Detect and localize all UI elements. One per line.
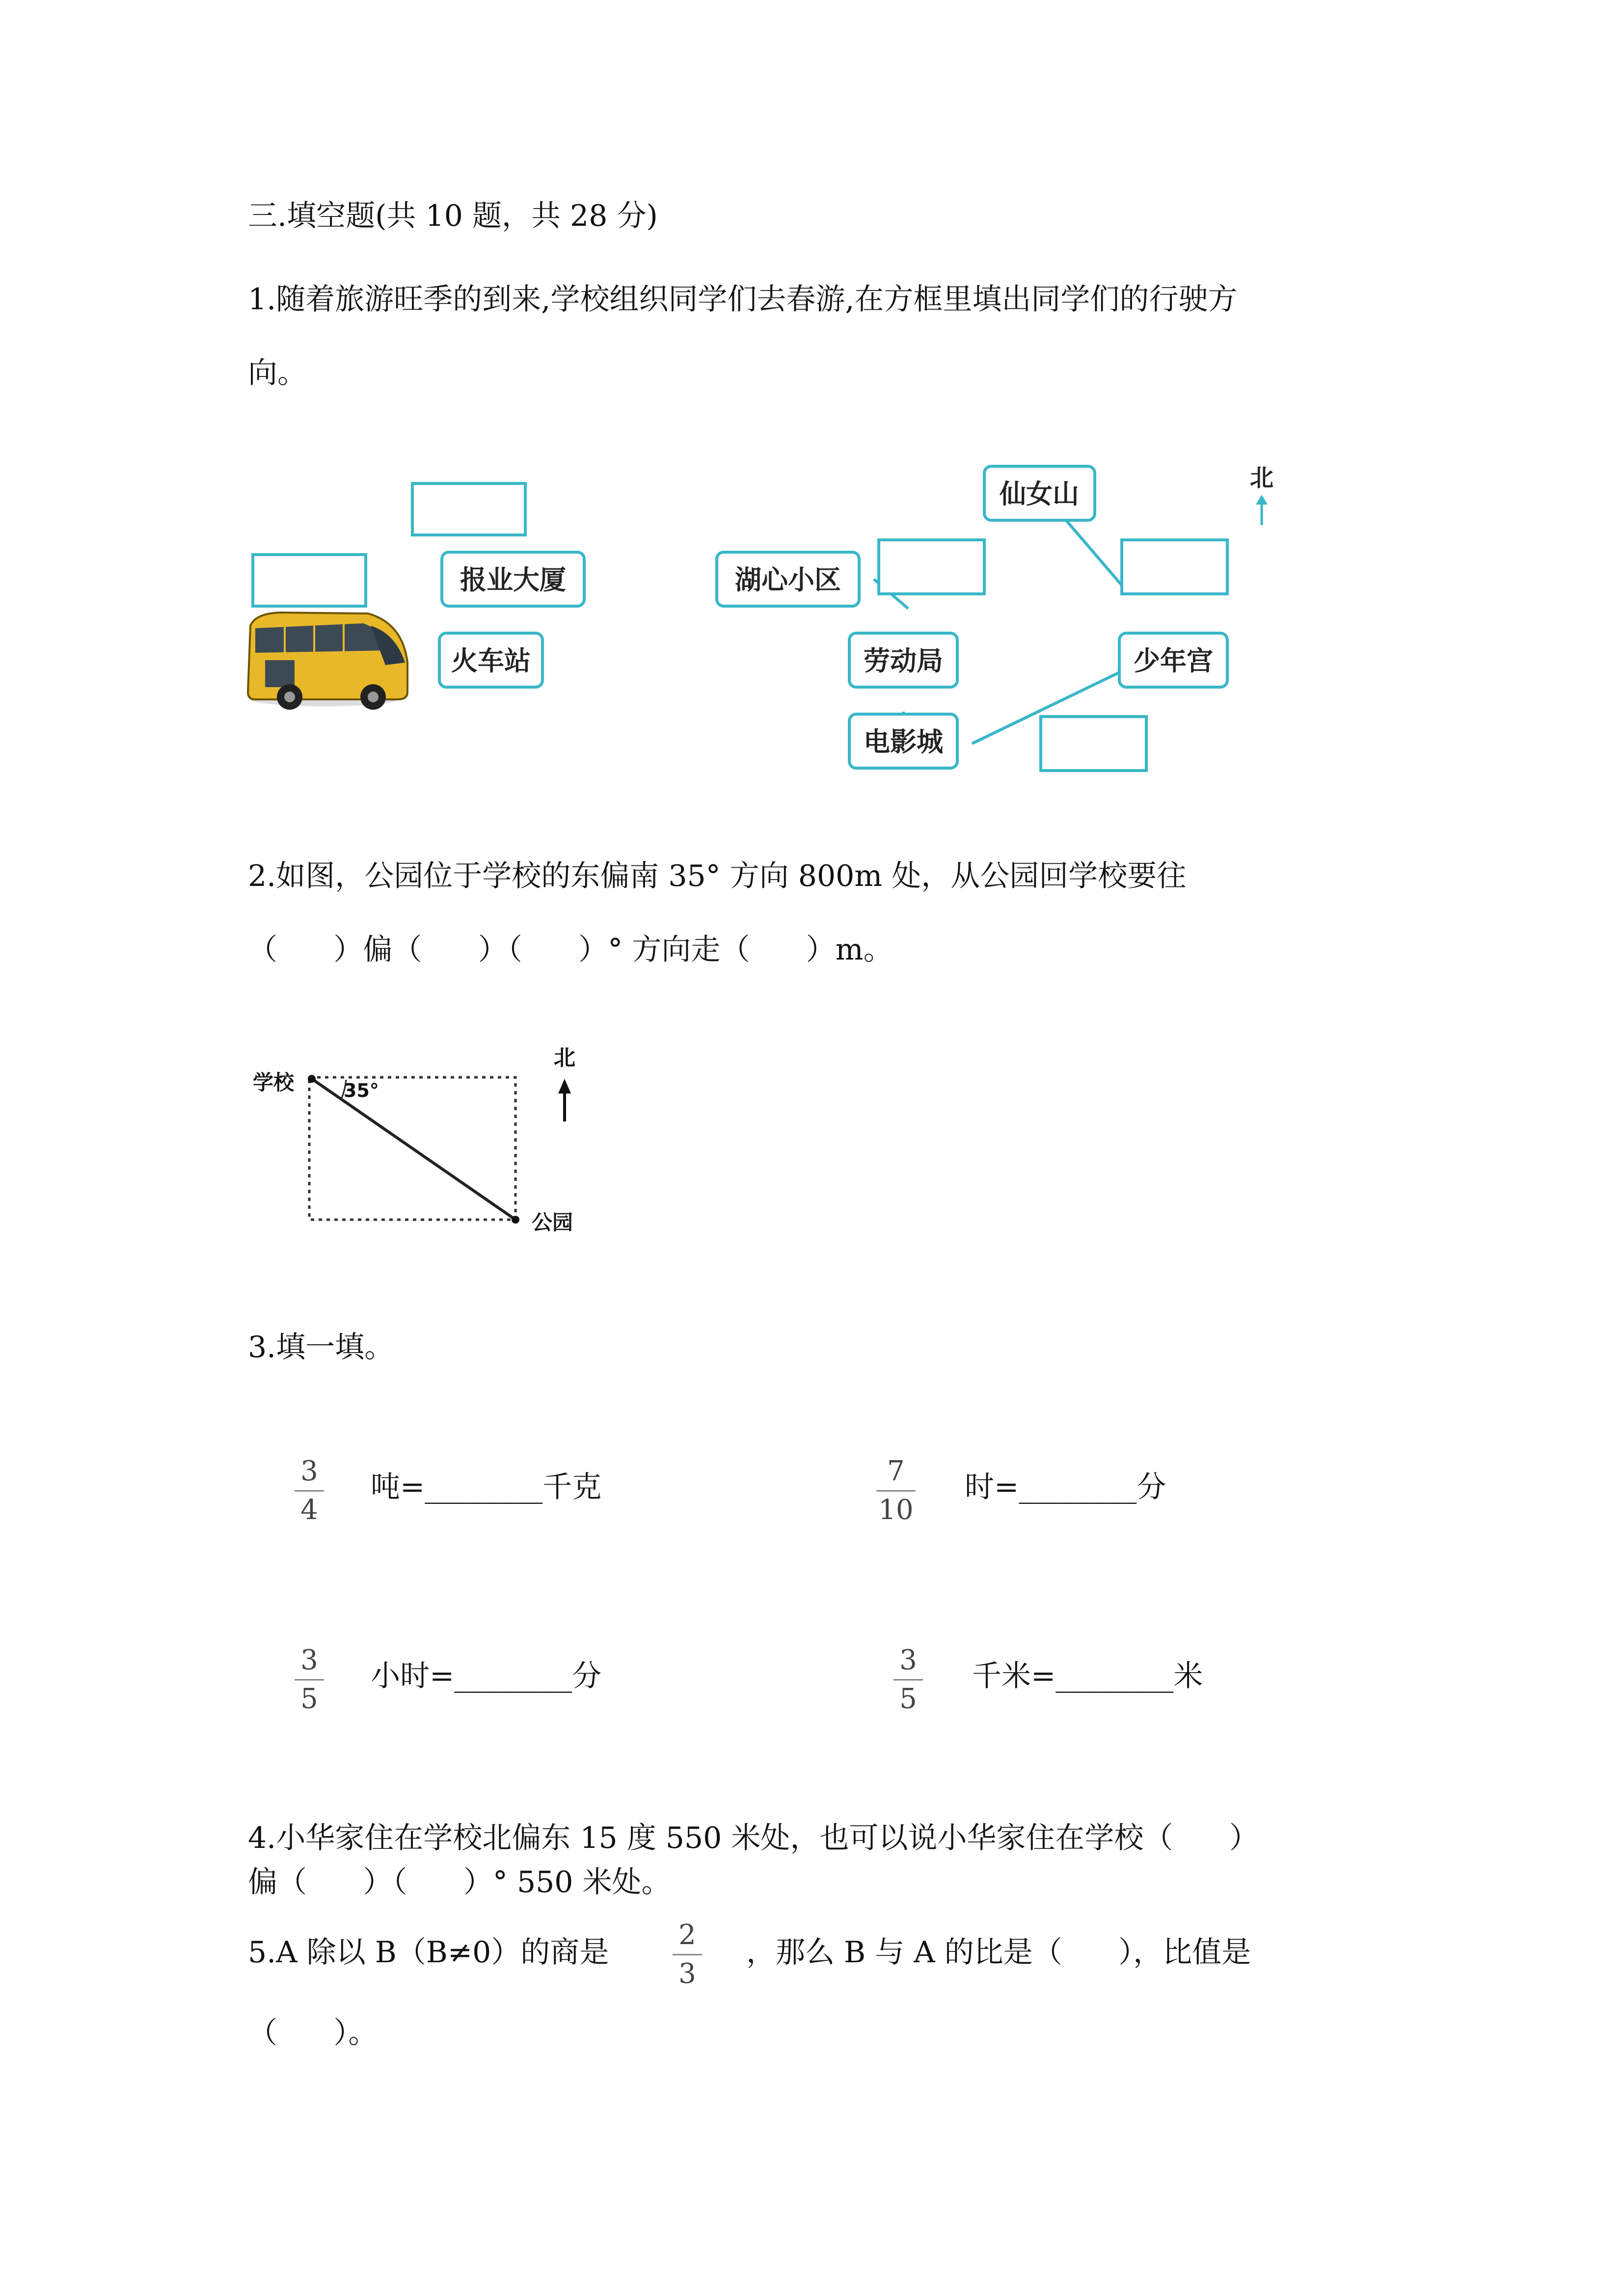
answer-box-4[interactable] — [1122, 540, 1227, 594]
q2-text-line2: （ ）偏（ ）（ ）° 方向走（ ）m。 — [248, 933, 893, 967]
q2-text-line1: 2.如图，公园位于学校的东偏南 35° 方向 800m 处，从公园回学校要往 — [248, 859, 1187, 893]
q3-item1-blank[interactable]: 吨=________千克 — [371, 1470, 602, 1504]
q1-route-map — [245, 456, 1326, 800]
bus-icon — [248, 613, 407, 710]
north-arrow-icon — [558, 1079, 571, 1121]
section-title: 三.填空题(共 10 题，共 28 分) — [248, 199, 658, 233]
q5-text-before: 5.A 除以 B（B≠0）的商是 — [248, 1935, 609, 1970]
place-baoye: 报业大厦 — [460, 564, 566, 595]
q1-text-line2: 向。 — [248, 356, 307, 390]
north-arrow-icon — [1256, 495, 1268, 525]
q4-text-line2: 偏（ ）（ ）° 550 米处。 — [248, 1865, 671, 1899]
q2-diagram — [248, 1041, 601, 1247]
place-huxin: 湖心小区 — [735, 564, 841, 595]
q3-item2-fraction: 7 10 — [876, 1458, 916, 1524]
q5-text-after: ，那么 B 与 A 的比是（ ），比值是 — [746, 1935, 1251, 1970]
q2-north-label: 北 — [554, 1045, 575, 1070]
q5-fraction: 2 3 — [673, 1922, 702, 1988]
school-label: 学校 — [253, 1070, 295, 1095]
place-dianying: 电影城 — [864, 726, 943, 757]
place-shaonian: 少年宫 — [1134, 645, 1213, 676]
q3-title: 3.填一填。 — [248, 1330, 394, 1364]
place-station: 火车站 — [451, 645, 531, 676]
answer-box-1[interactable] — [412, 483, 525, 535]
q3-item4-blank[interactable]: 千米=________米 — [972, 1659, 1203, 1693]
q4-text-line1: 4.小华家住在学校北偏东 15 度 550 米处，也可以说小华家住在学校（ ） — [248, 1821, 1259, 1855]
q3-item3-blank[interactable]: 小时=________分 — [371, 1659, 602, 1693]
q5-text-line2: （ ）。 — [248, 2016, 378, 2050]
q1-north-label: 北 — [1249, 464, 1274, 492]
q3-item4-fraction: 3 5 — [893, 1647, 923, 1713]
q3-item2-blank[interactable]: 时=________分 — [965, 1470, 1166, 1504]
place-laodong: 劳动局 — [864, 645, 943, 676]
q3-item3-fraction: 3 5 — [295, 1647, 324, 1713]
park-label: 公园 — [532, 1210, 573, 1234]
answer-box-3[interactable] — [879, 540, 984, 594]
angle-label: 35° — [344, 1080, 379, 1101]
q1-text-line1: 1.随着旅游旺季的到来,学校组织同学们去春游,在方框里填出同学们的行驶方 — [248, 282, 1238, 317]
answer-box-5[interactable] — [1041, 717, 1146, 771]
place-xiannv: 仙女山 — [1000, 479, 1079, 509]
q3-item1-fraction: 3 4 — [295, 1458, 324, 1524]
answer-box-2[interactable] — [253, 555, 366, 606]
